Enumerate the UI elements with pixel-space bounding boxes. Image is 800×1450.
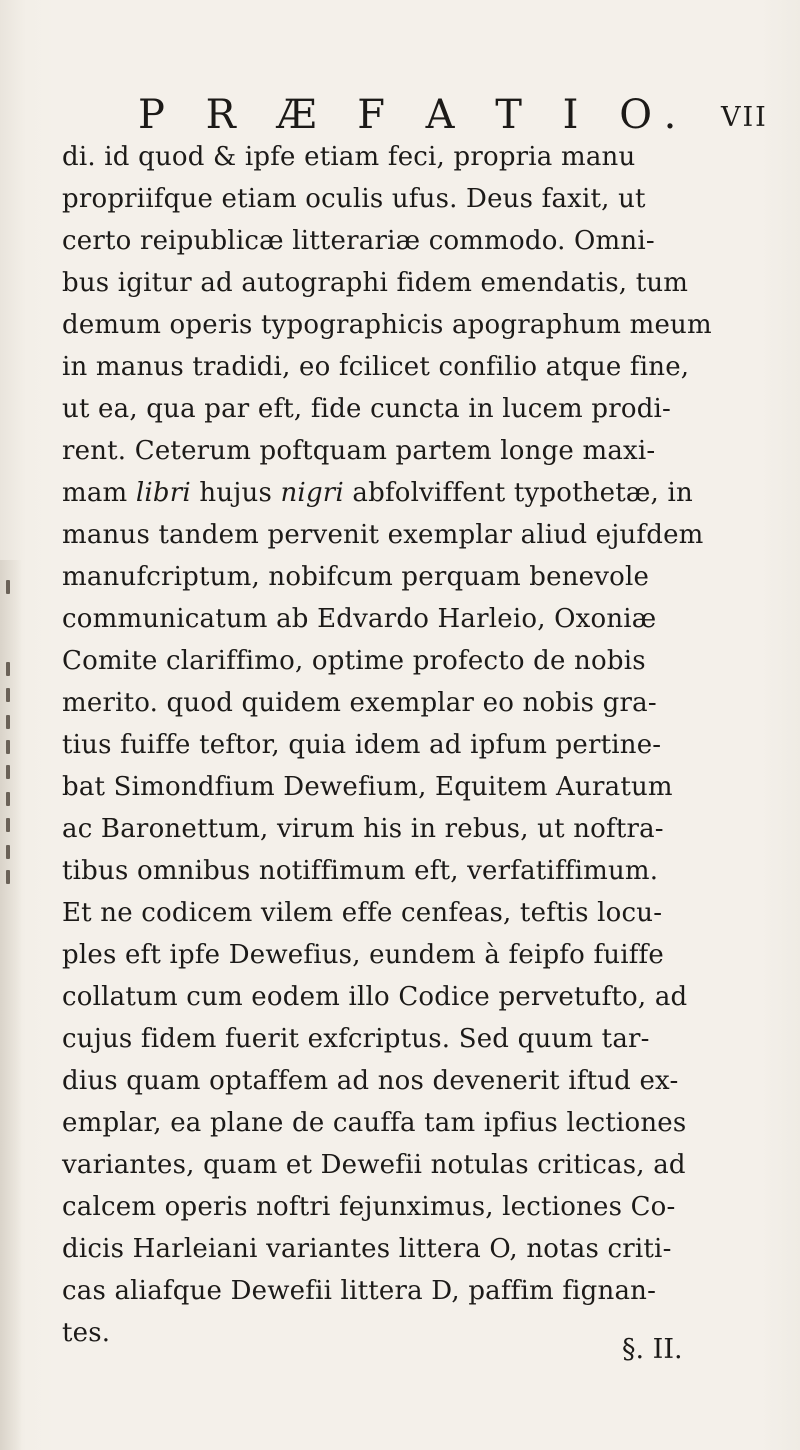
text-line: ples eft ipfe Dewefius, eundem à feipfo fuiffe bbox=[62, 940, 664, 970]
text-line: dius quam optaffem ad nos devenerit iftud ex- bbox=[62, 1066, 679, 1096]
text-line: variantes, quam et Dewefii notulas criticas, ad bbox=[62, 1150, 686, 1180]
text-line: manus tandem pervenit exemplar aliud ejufdem bbox=[62, 520, 704, 550]
page-number: VII bbox=[721, 102, 768, 133]
text-line: tes. bbox=[62, 1318, 111, 1348]
text-line: di. id quod & ipfe etiam feci, propria manu bbox=[62, 142, 636, 172]
text-line: emplar, ea plane de cauffa tam ipfius lectiones bbox=[62, 1108, 687, 1138]
text-line: tibus omnibus notiffimum eft, verfatiffimum. bbox=[62, 856, 659, 886]
running-title: P R Æ F A T I O. bbox=[138, 92, 691, 138]
text-line: collatum cum eodem illo Codice pervetufto, ad bbox=[62, 982, 688, 1012]
text-line: rent. Ceterum poftquam partem longe maxi- bbox=[62, 436, 656, 466]
text-line: propriifque etiam oculis ufus. Deus faxit, ut bbox=[62, 184, 646, 214]
text-line: manufcriptum, nobifcum perquam benevole bbox=[62, 562, 650, 592]
text-line: merito. quod quidem exemplar eo nobis gra- bbox=[62, 688, 657, 718]
text-line: bus igitur ad autographi fidem emendatis, tum bbox=[62, 268, 689, 298]
text-line: tius fuiffe teftor, quia idem ad ipfum pertine- bbox=[62, 730, 662, 760]
preface-text bbox=[0, 136, 800, 1348]
text-line: ut ea, qua par eft, fide cuncta in lucem prodi- bbox=[62, 394, 672, 424]
text-line: communicatum ab Edvardo Harleio, Oxoniæ bbox=[62, 604, 657, 634]
text-line: Comite clariffimo, optime profecto de nobis bbox=[62, 646, 646, 676]
text-line: bat Simondfium Dewefium, Equitem Auratum bbox=[62, 772, 673, 802]
text-line: calcem operis noftri fejunximus, lectiones Co- bbox=[62, 1192, 676, 1222]
text-line: demum operis typographicis apographum meum bbox=[62, 310, 712, 340]
text-line: ac Baronettum, virum his in rebus, ut noftra- bbox=[62, 814, 664, 844]
catchword: §. II. bbox=[622, 1334, 683, 1365]
text-line: mam libri hujus nigri abfolviffent typothetæ, in bbox=[62, 478, 693, 508]
text-line: cujus fidem fuerit exfcriptus. Sed quum tar- bbox=[62, 1024, 650, 1054]
text-line: cas aliafque Dewefii littera D, paffim fignan- bbox=[62, 1276, 657, 1306]
running-head bbox=[0, 90, 800, 140]
text-line: certo reipublicæ litterariæ commodo. Omni- bbox=[62, 226, 655, 256]
text-line: dicis Harleiani variantes littera O, notas criti- bbox=[62, 1234, 672, 1264]
text-line: Et ne codicem vilem effe cenfeas, teftis locu- bbox=[62, 898, 663, 928]
text-line: in manus tradidi, eo fcilicet confilio atque fine, bbox=[62, 352, 690, 382]
